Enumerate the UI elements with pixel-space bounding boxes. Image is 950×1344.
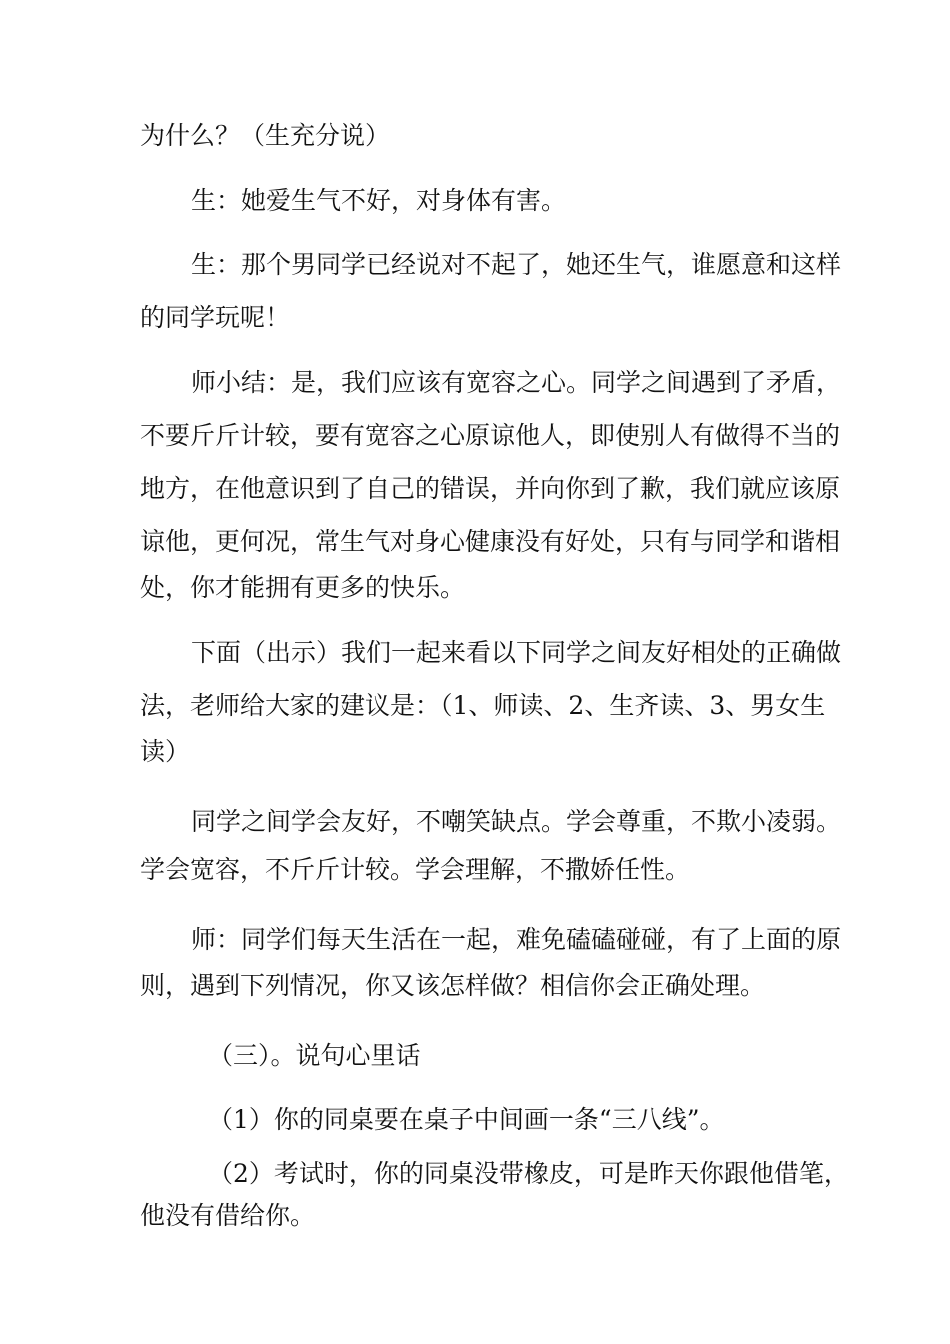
paragraph-4-line-4: 谅他，更何况，常生气对身心健康没有好处，只有与同学和谐相 — [140, 527, 841, 556]
paragraph-5-line-3: 读） — [140, 737, 191, 766]
paragraph-3-line-2: 的同学玩呢！ — [140, 303, 291, 332]
paragraph-7-line-1: 师：同学们每天生活在一起，难免磕磕碰碰，有了上面的原 — [191, 925, 842, 954]
scenario-2-line-1: （2）考试时，你的同桌没带橡皮，可是昨天你跟他借笔， — [208, 1159, 849, 1188]
paragraph-4-line-1: 师小结：是，我们应该有宽容之心。同学之间遇到了矛盾， — [191, 368, 842, 397]
scenario-1-line-1: （1）你的同桌要在桌子中间画一条“三八线”。 — [208, 1105, 725, 1134]
paragraph-2-line-1: 生：她爱生气不好，对身体有害。 — [191, 186, 567, 215]
paragraph-6-line-2: 学会宽容，不斤斤计较。学会理解，不撒娇任性。 — [140, 855, 691, 884]
paragraph-1-line-1: 为什么？（生充分说） — [140, 121, 391, 150]
scenario-2-line-2: 他没有借给你。 — [140, 1201, 316, 1230]
section-heading: （三）。说句心里话 — [208, 1041, 421, 1070]
paragraph-3-line-1: 生：那个男同学已经说对不起了，她还生气，谁愿意和这样 — [191, 250, 842, 279]
paragraph-7-line-2: 则，遇到下列情况，你又该怎样做？相信你会正确处理。 — [140, 971, 766, 1000]
paragraph-5-line-1: 下面（出示）我们一起来看以下同学之间友好相处的正确做 — [191, 638, 842, 667]
paragraph-4-line-2: 不要斤斤计较，要有宽容之心原谅他人，即使别人有做得不当的 — [140, 421, 841, 450]
paragraph-4-line-5: 处，你才能拥有更多的快乐。 — [140, 573, 466, 602]
paragraph-4-line-3: 地方，在他意识到了自己的错误，并向你到了歉，我们就应该原 — [140, 474, 841, 503]
paragraph-5-line-2: 法，老师给大家的建议是：（1、师读、2、生齐读、3、男女生 — [140, 691, 826, 720]
paragraph-6-line-1: 同学之间学会友好，不嘲笑缺点。学会尊重，不欺小凌弱。 — [191, 807, 842, 836]
